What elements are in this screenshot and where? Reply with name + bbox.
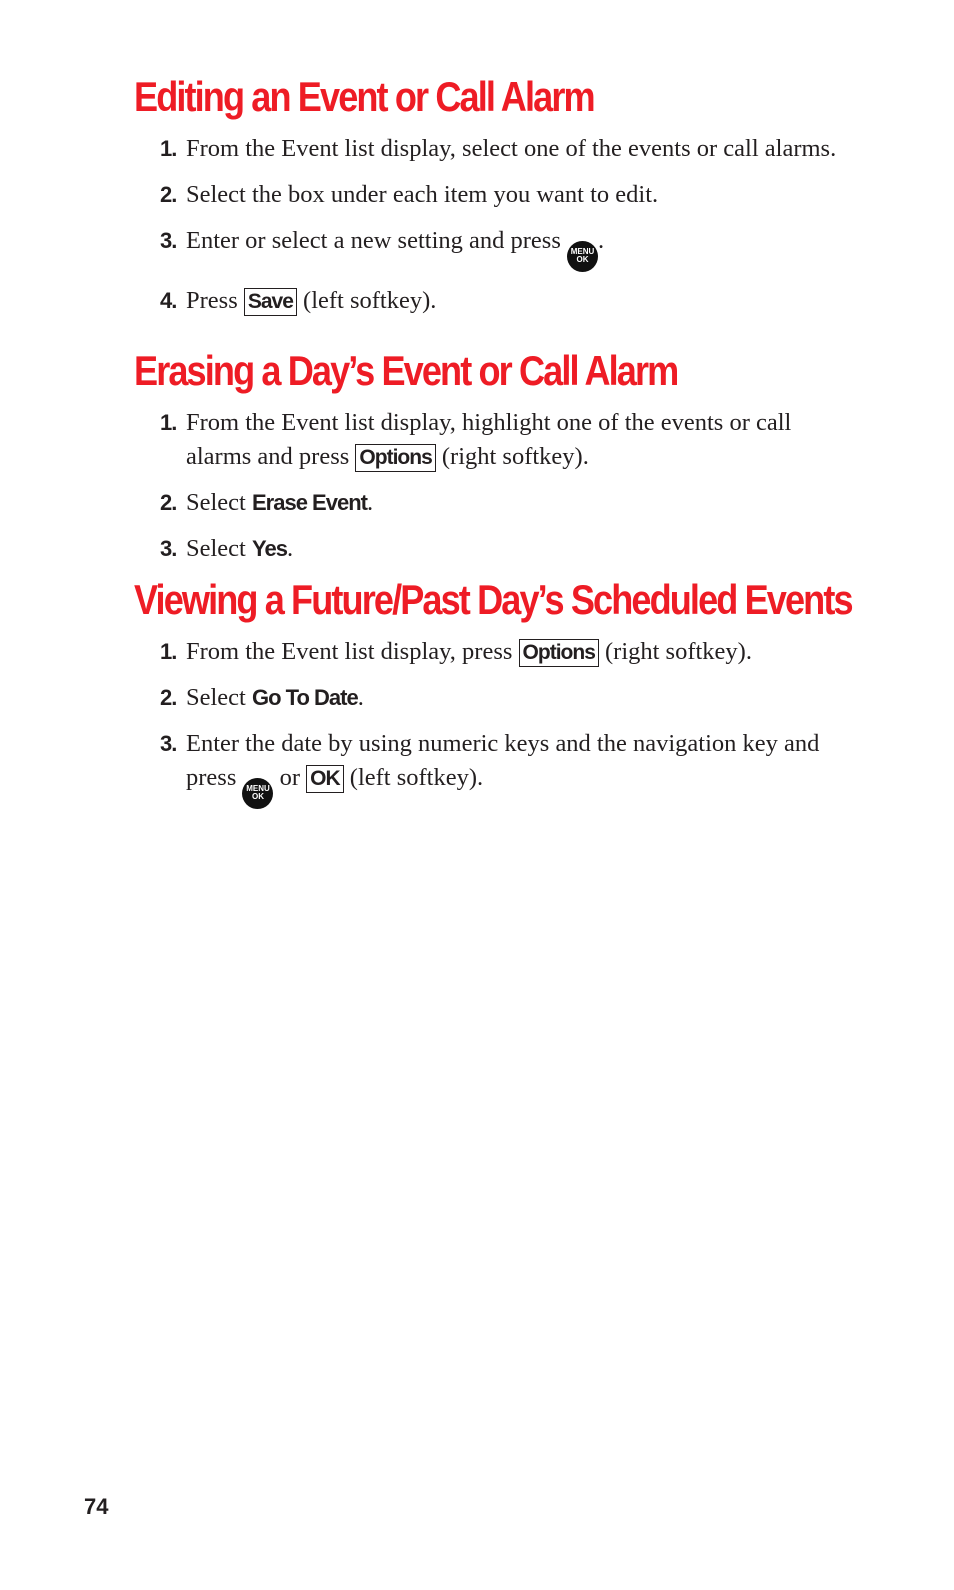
step-text: From the Event list display, select one of the events or call alarms.	[186, 135, 837, 162]
softkey-label: Save	[244, 288, 297, 316]
step-text: .	[357, 684, 364, 711]
step-number: 3.	[160, 536, 177, 561]
step-text: Select	[186, 684, 252, 711]
step-text: Press	[186, 286, 244, 314]
menu-option-label: Yes	[252, 536, 287, 561]
softkey-label: Options	[355, 444, 435, 472]
step-number: 1.	[160, 639, 177, 664]
list-item	[160, 284, 860, 318]
step-text: Enter or select a new setting and press	[186, 227, 567, 254]
step-text: Select	[186, 535, 252, 562]
softkey-label: OK	[306, 765, 344, 793]
list-item	[160, 635, 860, 669]
step-text: Select	[186, 489, 252, 516]
section-title-viewing: Viewing a Future/Past Day’s Scheduled Events	[134, 576, 852, 623]
step-number: 3.	[160, 731, 177, 756]
section-title-erasing: Erasing a Day’s Event or Call Alarm	[134, 347, 678, 394]
step-text: From the Event list display, highlight one of the events or call alarms and press	[186, 409, 792, 470]
step-number: 2.	[160, 685, 177, 710]
step-text: (right softkey).	[435, 443, 589, 470]
step-number: 2.	[160, 490, 177, 515]
step-text: (left softkey).	[296, 286, 437, 314]
menu-option-label: Erase Event	[252, 490, 367, 515]
list-item	[160, 406, 860, 474]
step-number: 1.	[160, 136, 177, 161]
menu-ok-key-icon: MENU OK	[567, 241, 598, 272]
step-text: .	[286, 535, 294, 562]
erasing-steps	[160, 406, 860, 578]
list-item	[160, 532, 860, 566]
step-text: Enter the date by using numeric keys and the navigation key and press	[186, 730, 820, 791]
step-number: 3.	[160, 228, 177, 253]
section-title-editing: Editing an Event or Call Alarm	[134, 73, 594, 120]
list-item	[160, 132, 860, 166]
step-text: .	[597, 227, 605, 254]
list-item	[160, 681, 860, 715]
step-text: From the Event list display, press	[186, 638, 519, 665]
menu-ok-key-icon: MENU OK	[242, 778, 273, 809]
step-number: 1.	[160, 410, 177, 435]
list-item	[160, 224, 860, 272]
step-number: 4.	[160, 287, 177, 313]
step-text: .	[366, 489, 374, 516]
step-text: (left softkey).	[343, 764, 484, 791]
step-text: or	[273, 764, 307, 791]
list-item	[160, 727, 860, 809]
list-item	[160, 178, 860, 212]
step-text: (right softkey).	[598, 638, 752, 665]
softkey-label: Options	[519, 639, 599, 667]
page-number: 74	[84, 1494, 109, 1519]
editing-steps	[160, 132, 860, 330]
menu-option-label: Go To Date	[252, 685, 358, 710]
viewing-steps	[160, 635, 860, 821]
list-item	[160, 486, 860, 520]
step-number: 2.	[160, 182, 177, 207]
step-text: Select the box under each item you want to edit.	[186, 181, 659, 208]
